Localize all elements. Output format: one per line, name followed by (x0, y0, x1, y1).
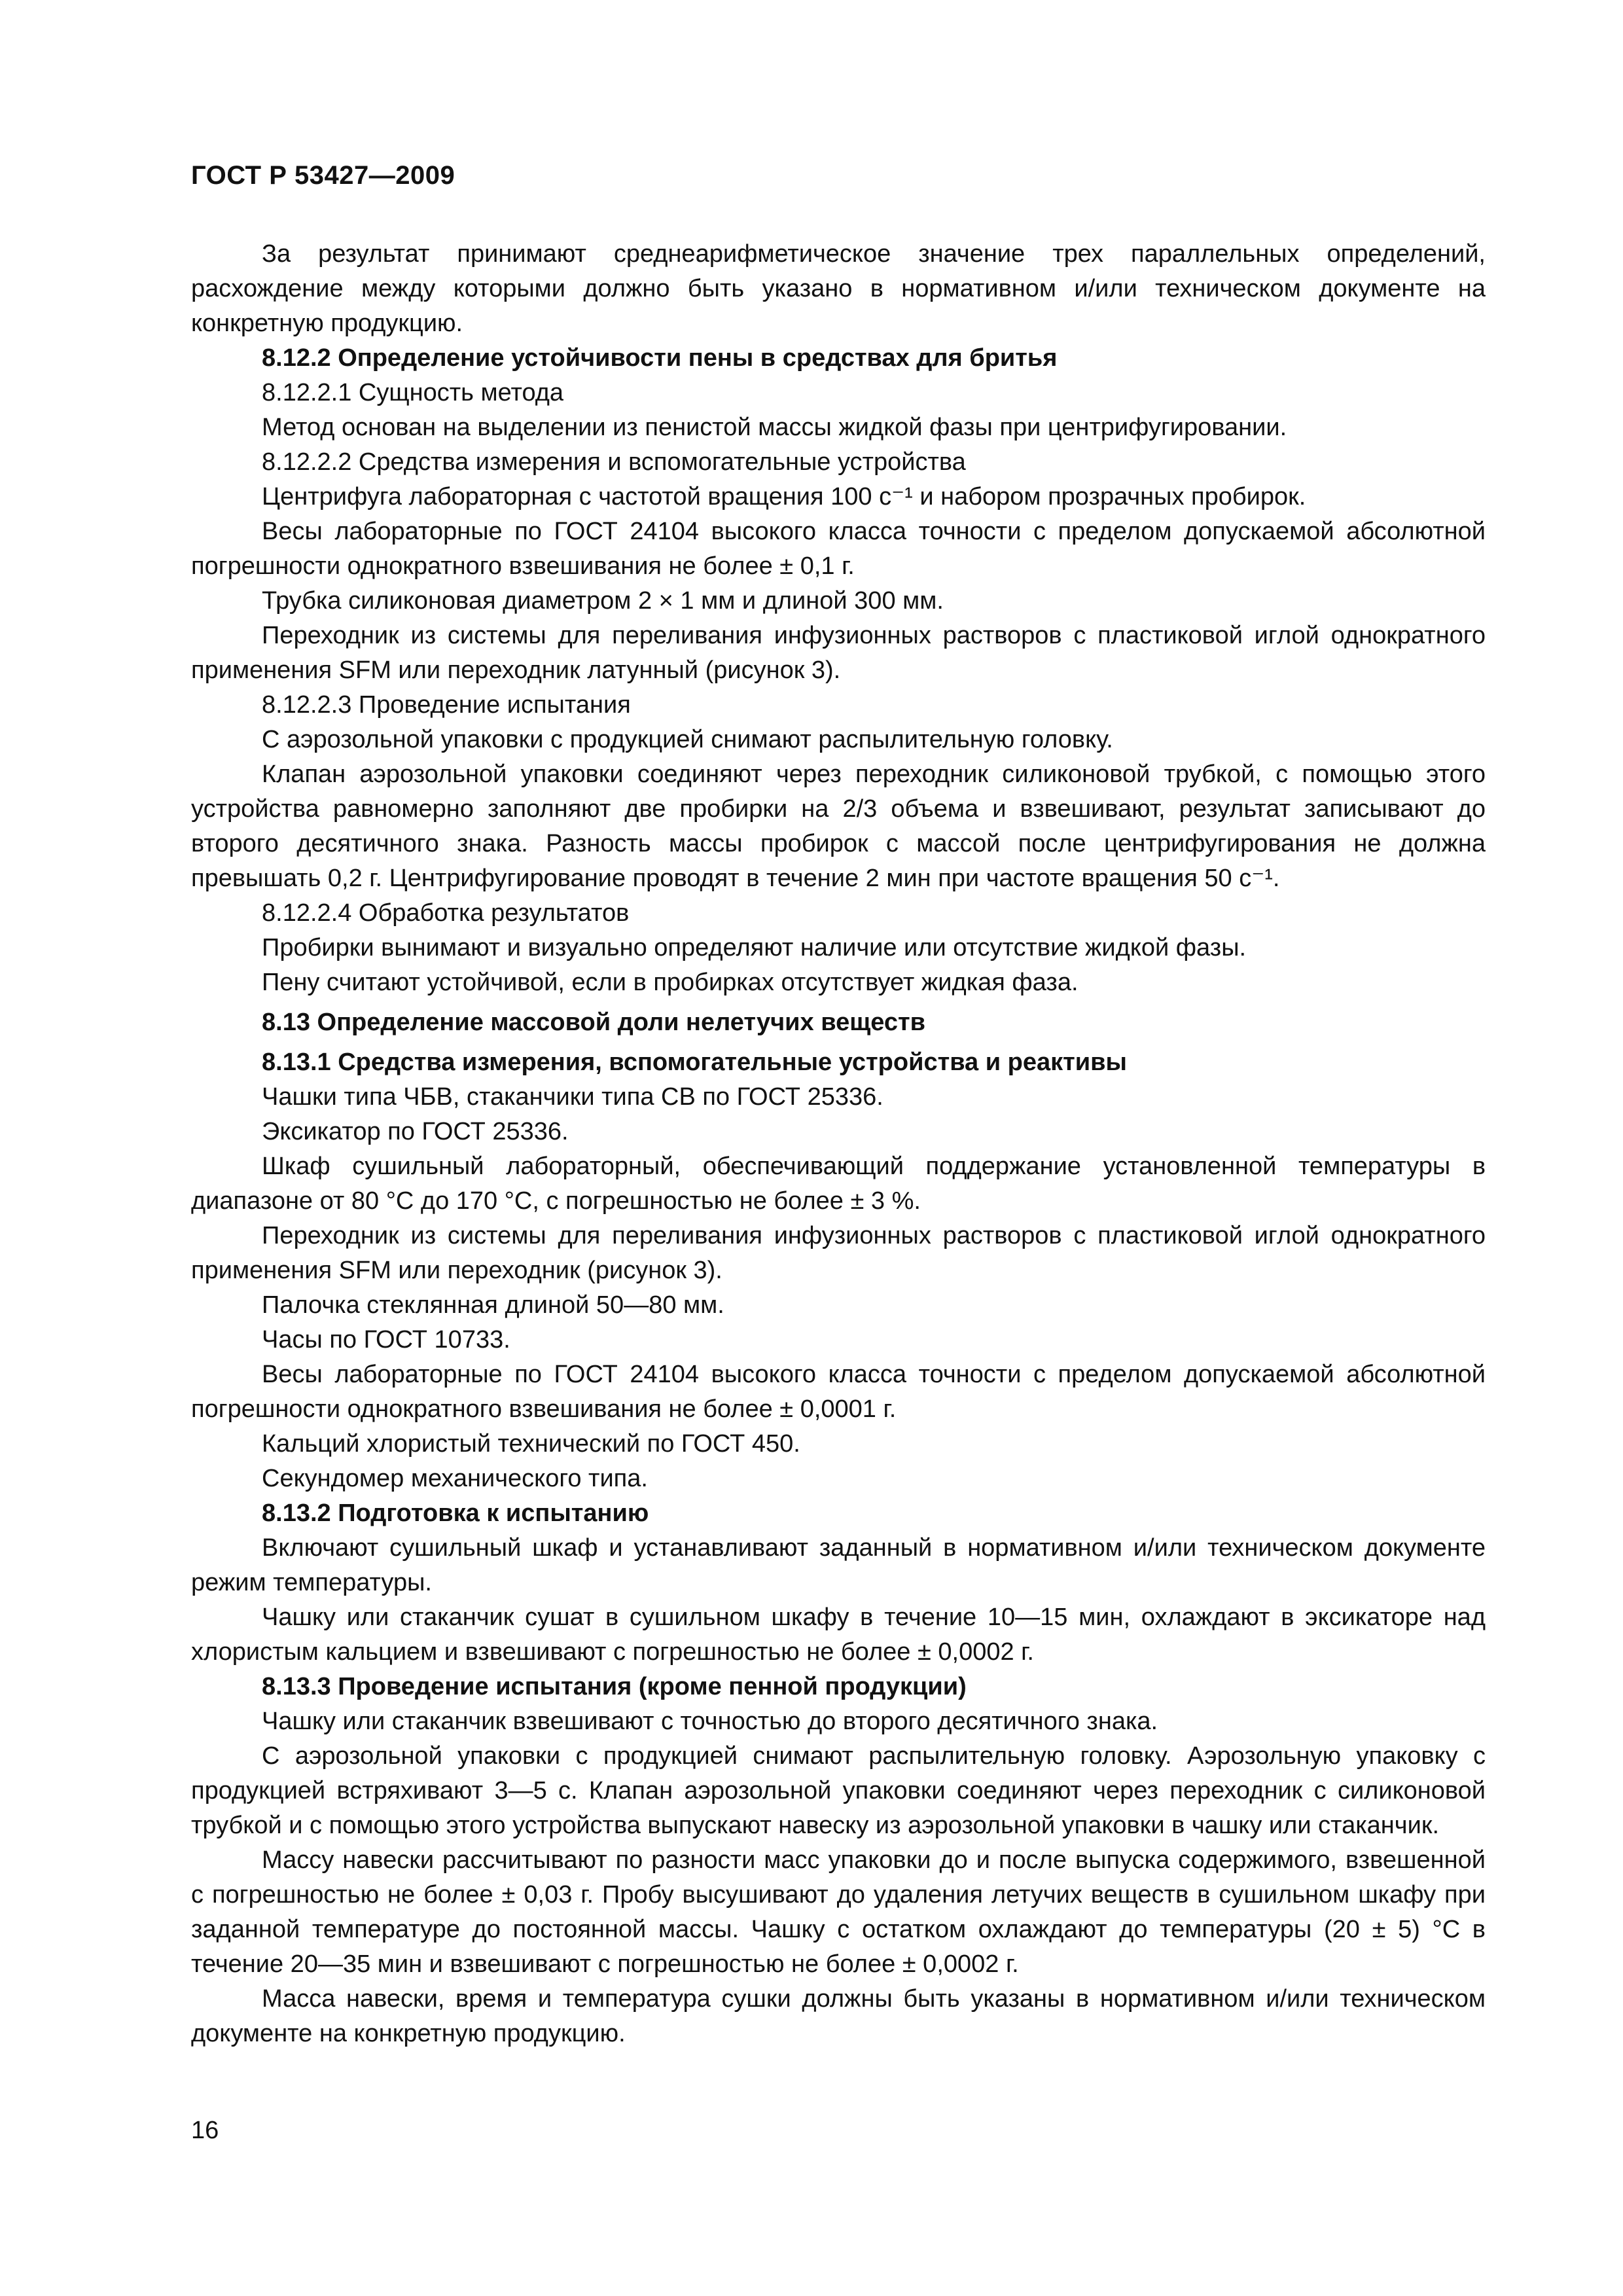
paragraph: Метод основан на выделении из пенистой массы жидкой фазы при центрифугировании. (262, 414, 1287, 441)
page-number: 16 (191, 2117, 219, 2144)
section-heading: 8.13.1 Средства измерения, вспомогательные устройства и реактивы (262, 1049, 1127, 1076)
paragraph: Секундомер механического типа. (262, 1465, 648, 1492)
paragraph: Массу навески рассчитывают по разности масс упаковки до и после выпуска содержимого, взвешенной с погрешностью не более ± 0,03 г. Пробу высушивают до удаления летучих веществ в сушильном шкафу при заданной температуре до постоянной массы. Чашку с остатком охлаждают до температуры (20 ± 5) °С в течение 20—35 мин и взвешивают с погрешностью не более ± 0,0002 г. (191, 1846, 1486, 1978)
section-heading: 8.13.2 Подготовка к испытанию (262, 1499, 649, 1527)
subsection-heading: 8.12.2.3 Проведение испытания (262, 691, 631, 719)
paragraph: Весы лабораторные по ГОСТ 24104 высокого класса точности с пределом допускаемой абсолютной погрешности однократного взвешивания не более ± 0,0001 г. (191, 1361, 1486, 1423)
paragraph: Переходник из системы для переливания инфузионных растворов с пластиковой иглой однократного применения SFM или переходник латунный (рисунок 3). (191, 622, 1486, 684)
paragraph: С аэрозольной упаковки с продукцией снимают распылительную головку. (262, 726, 1113, 753)
subsection-heading: 8.12.2.1 Сущность метода (262, 379, 564, 406)
paragraph: Кальций хлористый технический по ГОСТ 450. (262, 1430, 800, 1458)
document-body (191, 237, 1486, 2051)
section-heading: 8.13.3 Проведение испытания (кроме пенной продукции) (262, 1673, 967, 1700)
paragraph: Чашку или стаканчик сушат в сушильном шкафу в течение 10—15 мин, охлаждают в эксикаторе над хлористым кальцием и взвешивают с погрешностью не более ± 0,0002 г. (191, 1604, 1486, 1666)
subsection-heading: 8.12.2.4 Обработка результатов (262, 899, 630, 927)
paragraph: Центрифуга лабораторная с частотой вращения 100 с⁻¹ и набором прозрачных пробирок. (262, 483, 1306, 511)
paragraph: Пену считают устойчивой, если в пробирках отсутствует жидкая фаза. (262, 969, 1079, 996)
paragraph: Переходник из системы для переливания инфузионных растворов с пластиковой иглой однократного применения SFM или переходник (рисунок 3). (191, 1222, 1486, 1284)
paragraph: Палочка стеклянная длиной 50—80 мм. (262, 1291, 724, 1319)
paragraph: Трубка силиконовая диаметром 2 × 1 мм и длиной 300 мм. (262, 587, 944, 615)
paragraph: Часы по ГОСТ 10733. (262, 1326, 510, 1354)
paragraph: Включают сушильный шкаф и устанавливают заданный в нормативном и/или техническом документе режим температуры. (191, 1534, 1486, 1596)
subsection-heading: 8.12.2.2 Средства измерения и вспомогательные устройства (262, 448, 966, 476)
paragraph: Эксикатор по ГОСТ 25336. (262, 1118, 569, 1145)
paragraph: За результат принимают среднеарифметическое значение трех параллельных определений, расхождение между которыми должно быть указано в нормативном и/или техническом документе на конкретную продукцию. (191, 240, 1486, 337)
paragraph: Чашку или стаканчик взвешивают с точностью до второго десятичного знака. (262, 1708, 1158, 1735)
paragraph: С аэрозольной упаковки с продукцией снимают распылительную головку. Аэрозольную упаковку с продукцией встряхивают 3—5 с. Клапан аэрозольной упаковки соединяют через переходник с силиконовой трубкой и с помощью этого устройства выпускают навеску из аэрозольной упаковки в чашку или стаканчик. (191, 1742, 1486, 1839)
document-header: ГОСТ Р 53427—2009 (191, 161, 455, 190)
paragraph: Клапан аэрозольной упаковки соединяют через переходник силиконовой трубкой, с помощью этого устройства равномерно заполняют две пробирки на 2/3 объема и взвешивают, результат записывают до второго десятичного знака. Разность массы пробирок с массой после центрифугирования не должна превышать 0,2 г. Центрифугирование проводят в течение 2 мин при частоте вращения 50 с⁻¹. (191, 761, 1486, 892)
section-heading: 8.12.2 Определение устойчивости пены в средствах для бритья (262, 344, 1058, 372)
paragraph: Пробирки вынимают и визуально определяют наличие или отсутствие жидкой фазы. (262, 934, 1247, 961)
section-heading: 8.13 Определение массовой доли нелетучих веществ (262, 1009, 926, 1036)
paragraph: Масса навески, время и температура сушки должны быть указаны в нормативном и/или техническом документе на конкретную продукцию. (191, 1985, 1486, 2047)
paragraph: Весы лабораторные по ГОСТ 24104 высокого класса точности с пределом допускаемой абсолютной погрешности однократного взвешивания не более ± 0,1 г. (191, 518, 1486, 580)
paragraph: Шкаф сушильный лабораторный, обеспечивающий поддержание установленной температуры в диапазоне от 80 °С до 170 °С, с погрешностью не более ± 3 %. (191, 1153, 1486, 1215)
paragraph: Чашки типа ЧБВ, стаканчики типа СВ по ГОСТ 25336. (262, 1083, 883, 1111)
